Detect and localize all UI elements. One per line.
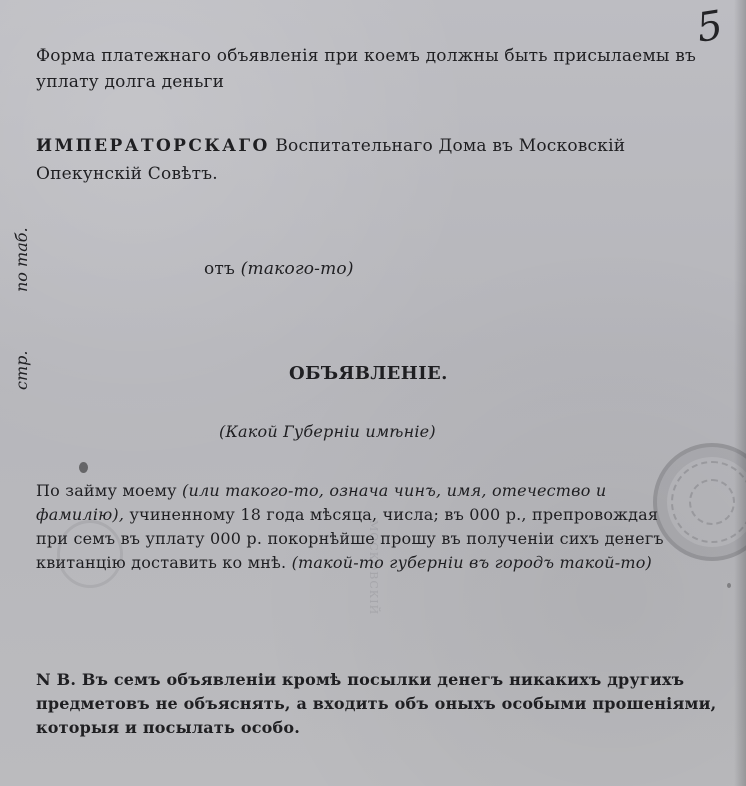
nota-bene-note <box>36 668 716 740</box>
institution-heading <box>36 132 625 188</box>
body-line-4-prefix: квитанцію доставить ко мнѣ. <box>36 553 292 572</box>
document-subtitle: (Какой Губерніи имѣніе) <box>219 422 436 441</box>
form-heading-line-1: Форма платежнаго объявленія при коемъ должны быть присылаемы въ <box>36 46 696 66</box>
body-line-2 <box>36 503 664 527</box>
from-prefix: отъ <box>204 259 241 279</box>
note-line-1: N В. Въ семъ объявленіи кромѣ посылки денегъ никакихъ другихъ <box>36 670 685 689</box>
page-edge-shadow <box>734 0 746 786</box>
page-number: 5 <box>693 2 726 52</box>
body-line-3: при семъ въ уплату 000 р. покорнѣйше прошу въ полученіи сихъ денегъ <box>36 529 664 548</box>
form-heading-line-2: уплату долга деньги <box>36 72 225 92</box>
body-line-2-italic: фамилію), <box>36 505 125 524</box>
institution-line-2: Опекунскій Совѣтъ. <box>36 164 218 184</box>
margin-note <box>4 208 44 398</box>
institution-line-1-rest: Воспитательнаго Дома въ Московскій <box>269 136 626 156</box>
round-stamp-right <box>653 443 746 561</box>
body-paragraph <box>36 479 664 575</box>
body-line-1-italic: (или такого-то, означа чинъ, имя, отечество и <box>182 481 607 500</box>
institution-line-1 <box>36 132 625 160</box>
from-line <box>204 259 354 279</box>
margin-note-bottom: стр. <box>12 350 31 390</box>
institution-name-emphasis: ИМПЕРАТОРСКАГО <box>36 136 270 156</box>
body-line-4 <box>36 551 664 575</box>
ink-speck <box>727 583 731 588</box>
note-line-2: предметовъ не объяснять, а входить объ оныхъ особыми прошеніями, <box>36 694 717 713</box>
document-title: ОБЪЯВЛЕНІЕ. <box>289 363 448 384</box>
from-italic: (такого-то) <box>240 259 354 279</box>
body-line-1-prefix: По займу моему <box>36 481 183 500</box>
body-line-1 <box>36 479 664 503</box>
body-line-4-italic: (такой-то губерніи въ городъ такой-то) <box>291 553 652 572</box>
faint-bleedthrough-text: МОСКОВСКІЙ <box>367 520 380 616</box>
ink-speck <box>79 462 88 473</box>
body-line-2-rest: учиненному 18 года мѣсяца, числа; въ 000 р., препровождая <box>124 505 659 524</box>
form-heading <box>36 43 696 95</box>
note-line-3: которыя и посылать особо. <box>36 718 301 737</box>
margin-note-top: по таб. <box>12 227 31 292</box>
